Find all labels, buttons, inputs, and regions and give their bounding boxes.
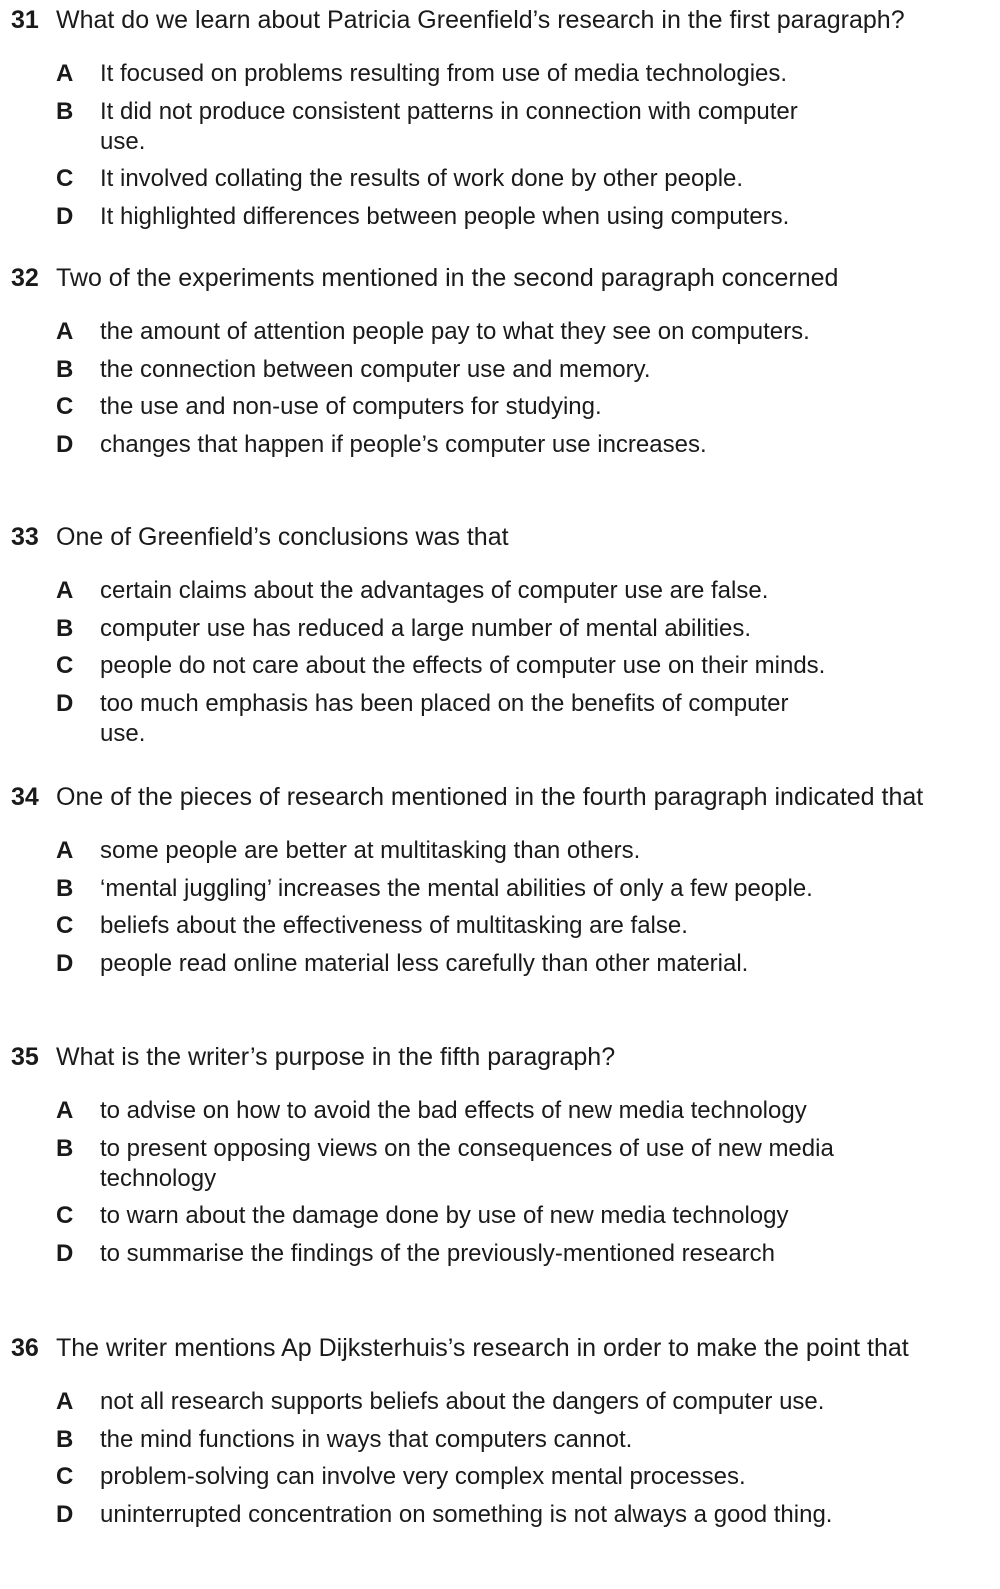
- option-letter: C: [56, 1463, 74, 1490]
- question-32: [0, 258, 1000, 467]
- option-text: to summarise the findings of the previously-mentioned research: [100, 1239, 775, 1267]
- option-a[interactable]: [0, 836, 1000, 866]
- option-b[interactable]: [0, 614, 1000, 644]
- question-number: 33: [11, 523, 39, 551]
- option-letter: C: [56, 912, 74, 939]
- question-number: 31: [11, 6, 39, 34]
- option-list: [0, 1096, 1000, 1269]
- option-c[interactable]: [0, 651, 1000, 681]
- question-stem: What is the writer’s purpose in the fifth paragraph?: [56, 1043, 616, 1071]
- option-b[interactable]: [0, 355, 1000, 385]
- option-text: the mind functions in ways that computers cannot.: [100, 1425, 633, 1453]
- option-letter: C: [56, 393, 74, 420]
- question-header: [0, 0, 1000, 40]
- option-d[interactable]: [0, 202, 1000, 232]
- question-stem: Two of the experiments mentioned in the second paragraph concerned: [56, 264, 839, 292]
- option-letter: B: [56, 97, 74, 125]
- question-header: [0, 1037, 1000, 1077]
- question-number: 32: [11, 264, 39, 292]
- option-text: the amount of attention people pay to what they see on computers.: [100, 318, 810, 345]
- option-c[interactable]: [0, 1201, 1000, 1231]
- option-c[interactable]: [0, 392, 1000, 422]
- option-text: the use and non-use of computers for studying.: [100, 393, 602, 420]
- question-stem: One of Greenfield’s conclusions was that: [56, 523, 509, 551]
- option-text: to present opposing views on the consequences of use of new media technology: [100, 1134, 834, 1192]
- option-text: to warn about the damage done by use of new media technology: [100, 1202, 789, 1229]
- option-letter: C: [56, 165, 74, 192]
- question-36: [0, 1328, 1000, 1537]
- option-letter: A: [56, 577, 74, 604]
- option-text: It involved collating the results of work done by other people.: [100, 165, 744, 192]
- option-list: [0, 576, 1000, 749]
- option-letter: C: [56, 652, 74, 679]
- option-text: ‘mental juggling’ increases the mental abilities of only a few people.: [100, 874, 813, 902]
- option-a[interactable]: [0, 1387, 1000, 1417]
- option-b[interactable]: [0, 1425, 1000, 1455]
- option-letter: B: [56, 1425, 74, 1453]
- option-letter: A: [56, 318, 74, 345]
- option-text: uninterrupted concentration on something is not always a good thing.: [100, 1500, 833, 1528]
- option-letter: B: [56, 1134, 74, 1162]
- option-letter: A: [56, 60, 74, 87]
- question-stem: What do we learn about Patricia Greenfield’s research in the first paragraph?: [56, 6, 905, 34]
- option-letter: D: [56, 1500, 74, 1528]
- option-d[interactable]: [0, 1239, 1000, 1269]
- option-text: not all research supports beliefs about the dangers of computer use.: [100, 1388, 825, 1415]
- question-33: [0, 517, 1000, 756]
- option-text: beliefs about the effectiveness of multitasking are false.: [100, 912, 688, 939]
- option-d[interactable]: [0, 689, 1000, 749]
- option-text: computer use has reduced a large number of mental abilities.: [100, 614, 752, 642]
- option-letter: A: [56, 1097, 74, 1124]
- option-a[interactable]: [0, 1096, 1000, 1126]
- question-header: [0, 1328, 1000, 1368]
- option-text: It highlighted differences between people when using computers.: [100, 202, 790, 230]
- option-text: some people are better at multitasking than others.: [100, 837, 641, 864]
- option-text: the connection between computer use and memory.: [100, 355, 651, 383]
- option-a[interactable]: [0, 317, 1000, 347]
- option-list: [0, 317, 1000, 460]
- question-header: [0, 258, 1000, 298]
- option-text: changes that happen if people’s computer use increases.: [100, 430, 707, 458]
- question-stem: The writer mentions Ap Dijksterhuis’s research in order to make the point that: [56, 1334, 909, 1362]
- option-letter: B: [56, 355, 74, 383]
- option-letter: B: [56, 874, 74, 902]
- option-text: problem-solving can involve very complex mental processes.: [100, 1463, 746, 1490]
- option-d[interactable]: [0, 430, 1000, 460]
- option-c[interactable]: [0, 1462, 1000, 1492]
- question-35: [0, 1037, 1000, 1276]
- option-letter: D: [56, 202, 74, 230]
- option-letter: D: [56, 689, 74, 717]
- option-a[interactable]: [0, 59, 1000, 89]
- question-34: [0, 777, 1000, 986]
- option-text: It did not produce consistent patterns in connection with computer use.: [100, 97, 798, 155]
- option-text: certain claims about the advantages of computer use are false.: [100, 577, 769, 604]
- option-list: [0, 836, 1000, 979]
- option-b[interactable]: [0, 874, 1000, 904]
- option-text: people do not care about the effects of computer use on their minds.: [100, 652, 826, 679]
- option-b[interactable]: [0, 1134, 1000, 1194]
- question-number: 36: [11, 1334, 39, 1362]
- question-stem: One of the pieces of research mentioned in the fourth paragraph indicated that: [56, 783, 924, 811]
- option-b[interactable]: [0, 97, 1000, 157]
- option-text: It focused on problems resulting from use of media technologies.: [100, 60, 788, 87]
- option-list: [0, 59, 1000, 232]
- option-c[interactable]: [0, 164, 1000, 194]
- question-31: [0, 0, 1000, 239]
- option-letter: D: [56, 1239, 74, 1267]
- option-letter: B: [56, 614, 74, 642]
- option-letter: A: [56, 1388, 74, 1415]
- option-list: [0, 1387, 1000, 1530]
- question-number: 34: [11, 783, 39, 811]
- option-letter: C: [56, 1202, 74, 1229]
- option-text: too much emphasis has been placed on the benefits of computer use.: [100, 689, 789, 747]
- option-letter: D: [56, 430, 74, 458]
- option-d[interactable]: [0, 1500, 1000, 1530]
- option-c[interactable]: [0, 911, 1000, 941]
- question-header: [0, 517, 1000, 557]
- option-letter: A: [56, 837, 74, 864]
- option-text: to advise on how to avoid the bad effects of new media technology: [100, 1097, 807, 1124]
- question-header: [0, 777, 1000, 817]
- option-text: people read online material less carefully than other material.: [100, 949, 749, 977]
- question-number: 35: [11, 1043, 39, 1071]
- option-d[interactable]: [0, 949, 1000, 979]
- option-a[interactable]: [0, 576, 1000, 606]
- option-letter: D: [56, 949, 74, 977]
